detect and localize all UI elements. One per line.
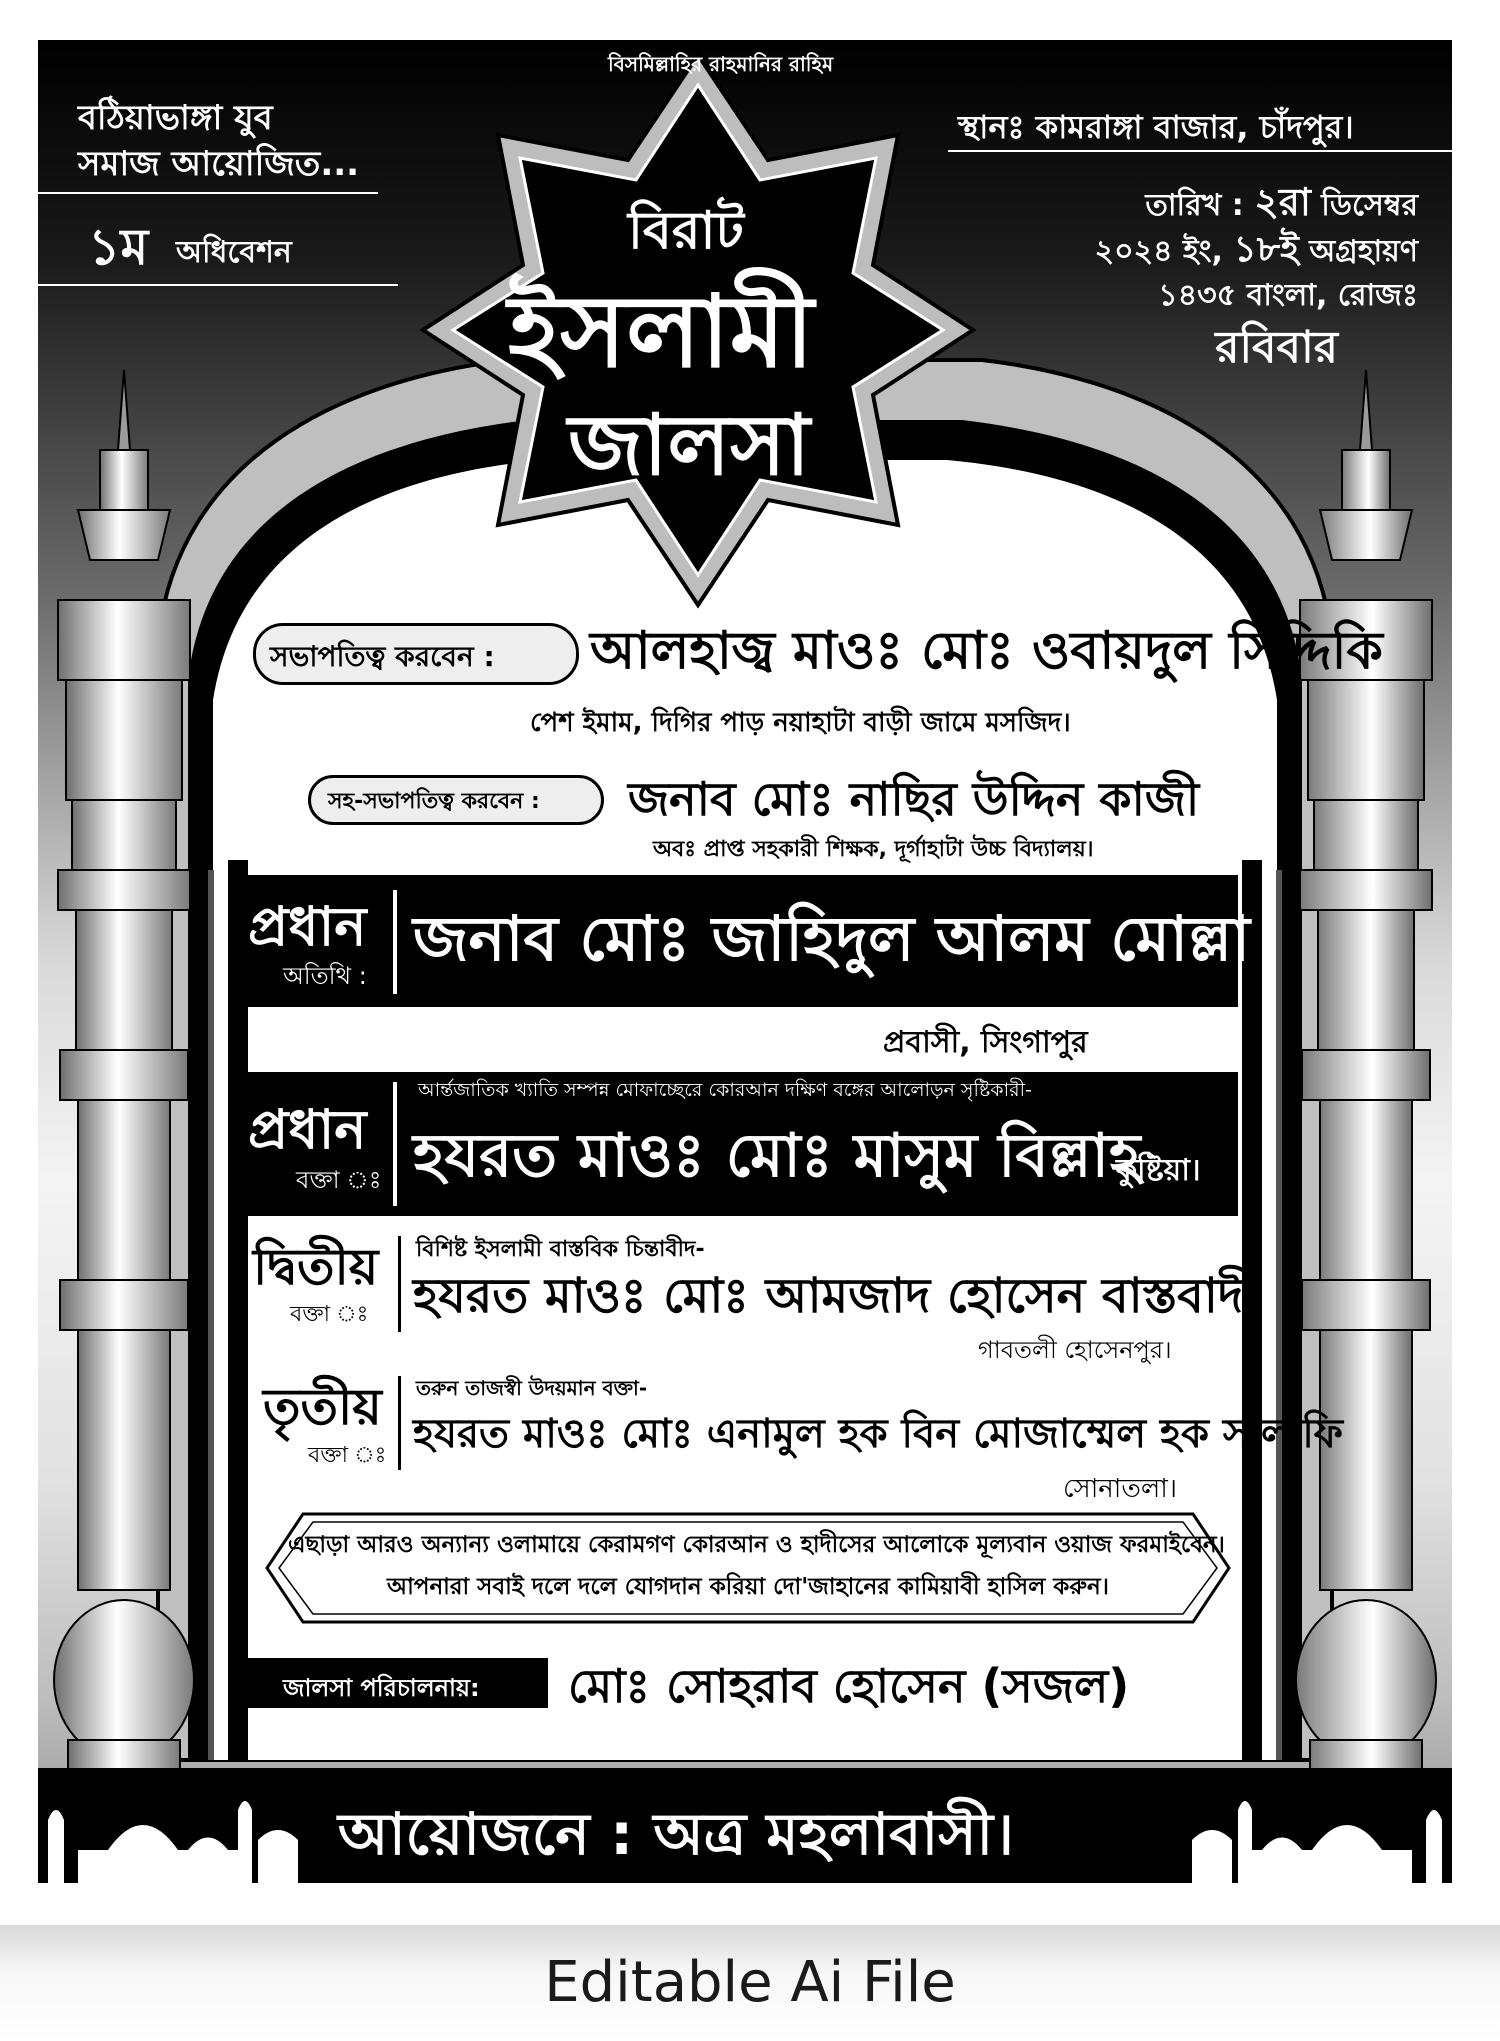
chair-name: আলহাজ্ব মাওঃ মোঃ ওবায়দুল সিদ্দিকি [590,621,1383,681]
title-line-2: ইসলামী [508,273,814,390]
day-text: রবিবার [1215,322,1338,373]
chief-guest-detail: প্রবাসী, সিংগাপুর [883,1025,1088,1060]
chief-speaker-intro: আর্ন্তজাতিক খ্যাতি সম্পন্ন মোফাচ্ছেরে কোরআন দক্ষিণ বঙ্গের আলোড়ন সৃষ্টিকারী- [418,1079,1032,1101]
session-number: ১ম [88,218,149,276]
arranged-by-text: আয়োজনে : অত্র মহলাবাসী। [338,1800,1014,1868]
date-block [998,180,1418,378]
organizer-line-2: সমাজ আয়োজিত... [78,144,360,184]
second-speaker-label-small: বক্তা ঃ [290,1302,369,1327]
chief-guest-separator [393,890,397,994]
third-speaker-label-small: বক্তা ঃ [308,1443,387,1468]
moderator-name: মোঃ সোহরাব হোসেন (সজল) [568,1659,1130,1713]
divider [38,284,398,286]
chair-detail: পেশ ইমাম, দিগির পাড় নয়াহাটা বাড়ী জামে মসজিদ। [530,708,1071,738]
co-chair-name: জনাব মোঃ নাছির উদ্দিন কাজী [628,772,1200,826]
date-line-2: ২০২৪ ইং, ১৮ই অগ্রহায়ণ [1094,229,1418,270]
chief-speaker-place: কুষ্টিয়া। [1116,1153,1201,1188]
chief-guest-label-small: অতিথি : [283,962,367,990]
invitation-line-1: এছাড়া আরও অন্যান্য ওলামায়ে কেরামগণ কোরআন ও হাদীসের আলোকে মূল্যবান ওয়াজ ফরমাইবেন। [288,1532,1225,1558]
second-speaker-separator [398,1236,401,1332]
divider [38,192,378,194]
co-chair-detail: অবঃ প্রাপ্ত সহকারী শিক্ষক, দূর্গাহাটা উচ্চ বিদ্যালয়। [653,837,1094,862]
third-speaker-intro: তরুন তাজস্বী উদয়মান বক্তা- [416,1376,648,1400]
venue-text: স্থানঃ কামরাঙ্গা বাজার, চাঁদপুর। [958,108,1354,146]
divider [948,150,1452,152]
bismillah-text: বিসমিল্লাহির রাহমানির রাহিম [608,52,834,76]
second-speaker-name: হযরত মাওঃ মোঃ আমজাদ হোসেন বাস্তবাদী [413,1268,1257,1324]
third-speaker-name: হযরত মাওঃ মোঃ এনামুল হক বিন মোজাম্মেল হক সালাফি [413,1411,1344,1457]
chair-label: সভাপতিত্ব করবেন : [270,640,495,673]
title-line-1: বিরাট [628,201,744,261]
caption-text: Editable Ai File [544,1950,956,2015]
organizer-line-1: বঠিয়াভাঙ্গা যুব [78,98,273,138]
second-speaker-place: গাবতলী হোসেনপুর। [978,1336,1172,1364]
invitation-line-2: আপনারা সবাই দলে দলে যোগদান করিয়া দো'জাহানের কামিয়াবী হাসিল করুন। [387,1574,1109,1600]
chief-guest-label-big: প্রধান [248,895,367,958]
third-speaker-place: সোনাতলা। [1063,1474,1178,1504]
chief-speaker-name: হযরত মাওঃ মোঃ মাসুম বিল্লাহ [413,1121,1141,1191]
third-speaker-label-big: তৃতীয় [263,1378,382,1436]
chief-speaker-separator [393,1082,397,1206]
title-line-3: জালসা [568,396,810,494]
second-speaker-intro: বিশিষ্ট ইসলামী বাস্তবিক চিন্তাবীদ- [416,1237,705,1262]
chief-speaker-label-big: প্রধান [248,1098,367,1161]
moderator-label: জালসা পরিচালনায়: [283,1674,480,1702]
chief-speaker-label-small: বক্তা ঃ [296,1166,382,1194]
second-speaker-label-big: দ্বিতীয় [253,1238,379,1296]
invitation-text [288,1524,1225,1608]
date-line-3: ১৪৩৫ বাংলা, রোজঃ [1158,278,1418,313]
third-speaker-separator [398,1376,401,1470]
co-chair-label: সহ-সভাপতিত্ব করবেন : [328,789,540,814]
date-line-1: তারিখ : ২রা ডিসেম্বর [1145,180,1418,224]
chief-guest-name: জনাব মোঃ জাহিদুল আলম মোল্লা [413,902,1251,975]
poster [38,40,1452,1883]
session-word: অধিবেশন [176,235,292,270]
